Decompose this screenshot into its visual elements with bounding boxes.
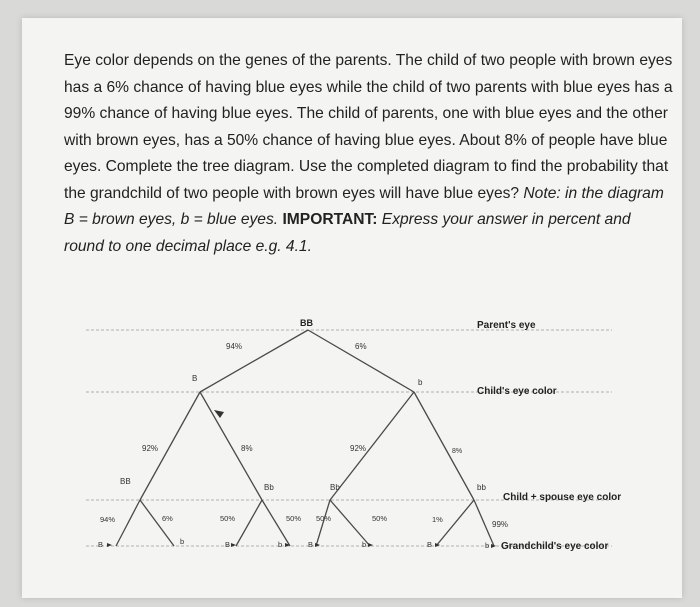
prob-grand-6: 50% bbox=[372, 514, 388, 523]
grand-node-6: b bbox=[362, 540, 367, 549]
grand-node-2: b bbox=[180, 537, 185, 546]
prob-spouse-lr: 8% bbox=[241, 444, 253, 453]
branch-Bb1-b bbox=[262, 500, 290, 546]
question-main: Eye color depends on the genes of the parents. The child of two people with brown eyes has a 6% chance of having blue eyes while the child of two parents with blue eyes has a 99% chance of having blue eyes. The child of parents, one with blue eyes and the other with brown eyes, has a 50% chance of having blue eyes. About 8% of people have blue eyes. Complete the tree diagram. Use the completed diagram to find the probability that the grandchild of two people with brown eyes will have blue eyes? bbox=[64, 52, 673, 202]
node-spouse-4: bb bbox=[477, 483, 486, 492]
row-label-parents: Parent's eye bbox=[477, 320, 536, 331]
prob-spouse-ll: 92% bbox=[142, 444, 159, 453]
important-text: Express your answer in percent and round to one decimal place e.g. 4.1. bbox=[64, 211, 631, 255]
prob-grand-7: 1% bbox=[432, 515, 443, 524]
row-label-child: Child's eye color bbox=[477, 386, 557, 397]
node-root: BB bbox=[300, 318, 313, 328]
node-spouse-2: Bb bbox=[264, 483, 274, 492]
prob-grand-4: 50% bbox=[286, 514, 302, 523]
branch-B-Bb bbox=[200, 392, 262, 500]
branch-Bb1-B bbox=[236, 500, 262, 546]
grand-node-4: b bbox=[278, 540, 283, 549]
grand-node-7: B bbox=[427, 540, 433, 549]
grand-node-5: B bbox=[308, 540, 314, 549]
branch-BB-B bbox=[116, 500, 140, 546]
node-spouse-1: BB bbox=[120, 477, 131, 486]
grand-node-3: B bbox=[225, 540, 231, 549]
prob-grand-1: 94% bbox=[100, 515, 116, 524]
grand-node-1: B bbox=[98, 540, 104, 549]
prob-spouse-rl: 92% bbox=[350, 444, 367, 453]
prob-grand-8: 99% bbox=[492, 520, 509, 529]
branch-b-Bb bbox=[330, 392, 414, 500]
important-label: IMPORTANT: bbox=[282, 211, 378, 228]
branch-bb-b bbox=[474, 500, 494, 546]
prob-grand-3: 50% bbox=[220, 514, 236, 523]
prob-child-right: 6% bbox=[355, 342, 367, 351]
prob-grand-2: 6% bbox=[162, 514, 173, 523]
node-child-left: B bbox=[192, 374, 198, 383]
prob-spouse-rr: 8% bbox=[452, 448, 463, 455]
prob-child-left: 94% bbox=[226, 342, 243, 351]
question-note: Note: in the diagram B = brown eyes, b = blue eyes. bbox=[64, 184, 664, 228]
branch-root-left bbox=[200, 330, 308, 392]
row-label-grandchild: Grandchild's eye color bbox=[501, 541, 609, 552]
pointer-arrow-icon bbox=[214, 410, 224, 418]
node-child-right: b bbox=[418, 378, 423, 387]
row-label-spouse: Child + spouse eye color bbox=[503, 492, 622, 503]
grand-node-8: b bbox=[485, 541, 490, 550]
branch-Bb2-B bbox=[316, 500, 330, 546]
prob-grand-5: 50% bbox=[316, 514, 332, 523]
branch-root-right bbox=[308, 330, 414, 392]
node-spouse-3: Bb bbox=[330, 483, 340, 492]
branch-b-bb bbox=[414, 392, 474, 500]
branch-BB-b bbox=[140, 500, 174, 546]
